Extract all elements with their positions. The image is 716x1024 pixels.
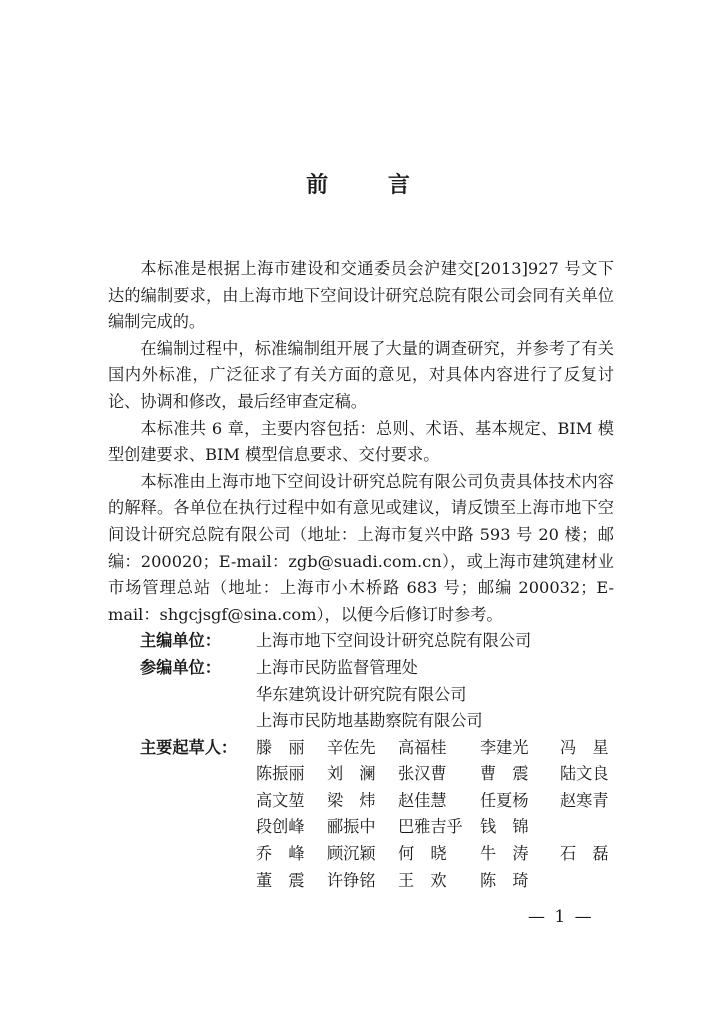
drafter-name: 许铮铭	[327, 870, 376, 890]
drafter-name: 牛 涛	[480, 844, 529, 864]
drafter-name: 段创峰	[256, 817, 305, 837]
drafter-name: 董 震	[256, 870, 305, 890]
drafter-name: 郦振中	[327, 817, 376, 837]
drafter-name: 刘 澜	[327, 764, 376, 784]
drafter-name: 梁 炜	[327, 790, 376, 810]
participating-unit: 上海市民防地基勘察院有限公司	[256, 711, 483, 731]
drafter-name: 乔 峰	[256, 844, 305, 864]
drafters-row	[108, 735, 614, 895]
paragraph: 本标准共 6 章，主要内容包括：总则、术语、基本规定、BIM 模型创建要求、BIM 模型信息要求、交付要求。	[108, 418, 614, 465]
drafter-name: 赵佳慧	[398, 790, 447, 810]
drafter-name: 王 欢	[398, 870, 447, 890]
drafters-label: 主要起草人：	[140, 737, 238, 757]
paragraph: 本标准是根据上海市建设和交通委员会沪建交[2013]927 号文下达的编制要求，由上海市地下空间设计研究总院有限公司会同有关单位编制完成的。	[108, 259, 614, 332]
drafter-name: 石 磊	[560, 844, 609, 864]
drafter-name: 任夏杨	[480, 790, 529, 810]
page-number: — 1 —	[528, 907, 594, 927]
drafter-name: 陆文良	[560, 764, 609, 784]
participating-unit: 华东建筑设计研究院有限公司	[256, 684, 467, 704]
participating-units-label: 参编单位：	[140, 657, 221, 677]
unit-info	[108, 628, 614, 894]
drafter-name: 曹 震	[480, 764, 529, 784]
drafter-name: 冯 星	[560, 737, 609, 757]
drafter-name: 顾沉颖	[327, 844, 376, 864]
drafters-list	[256, 735, 618, 895]
chief-unit-value: 上海市地下空间设计研究总院有限公司	[256, 631, 532, 651]
drafter-name: 张汉曹	[398, 764, 447, 784]
drafter-name: 高文堃	[256, 790, 305, 810]
drafter-name: 巴雅吉乎	[398, 817, 463, 837]
drafter-name	[560, 814, 618, 841]
drafter-name: 辛佐先	[327, 737, 376, 757]
drafter-name: 滕 丽	[256, 737, 305, 757]
drafter-name: 赵寒青	[560, 790, 609, 810]
participating-units-row	[108, 655, 614, 735]
preface-body	[108, 256, 614, 894]
drafter-name: 高福桂	[398, 737, 447, 757]
paragraph: 在编制过程中，标准编制组开展了大量的调查研究，并参考了有关国内外标准，广泛征求了有关方面的意见，对具体内容进行了反复讨论、协调和修改，最后经审查定稿。	[108, 338, 614, 411]
drafter-name: 陈振丽	[256, 764, 305, 784]
participating-unit: 上海市民防监督管理处	[256, 657, 418, 677]
page-title: 前 言	[306, 173, 436, 198]
drafter-name: 钱 锦	[480, 817, 529, 837]
chief-unit-row	[108, 628, 614, 655]
drafter-name: 陈 琦	[480, 870, 529, 890]
drafter-name: 何 晓	[398, 844, 447, 864]
drafter-name	[560, 868, 618, 895]
chief-unit-label: 主编单位：	[140, 631, 221, 651]
paragraph: 本标准由上海市地下空间设计研究总院有限公司负责具体技术内容的解释。各单位在执行过程中如有意见或建议，请反馈至上海市地下空间设计研究总院有限公司（地址：上海市复兴中路 593 号 20 楼；邮编：200020；E-mail：zgb@suadi.com.cn），或上海市建筑建材业市场管理总站（地址：上海市小木桥路 683 号；邮编 200032；E-mail：shgcjsgf@sina.com），以便今后修订时参考。	[108, 471, 614, 624]
drafter-name: 李建光	[480, 737, 529, 757]
